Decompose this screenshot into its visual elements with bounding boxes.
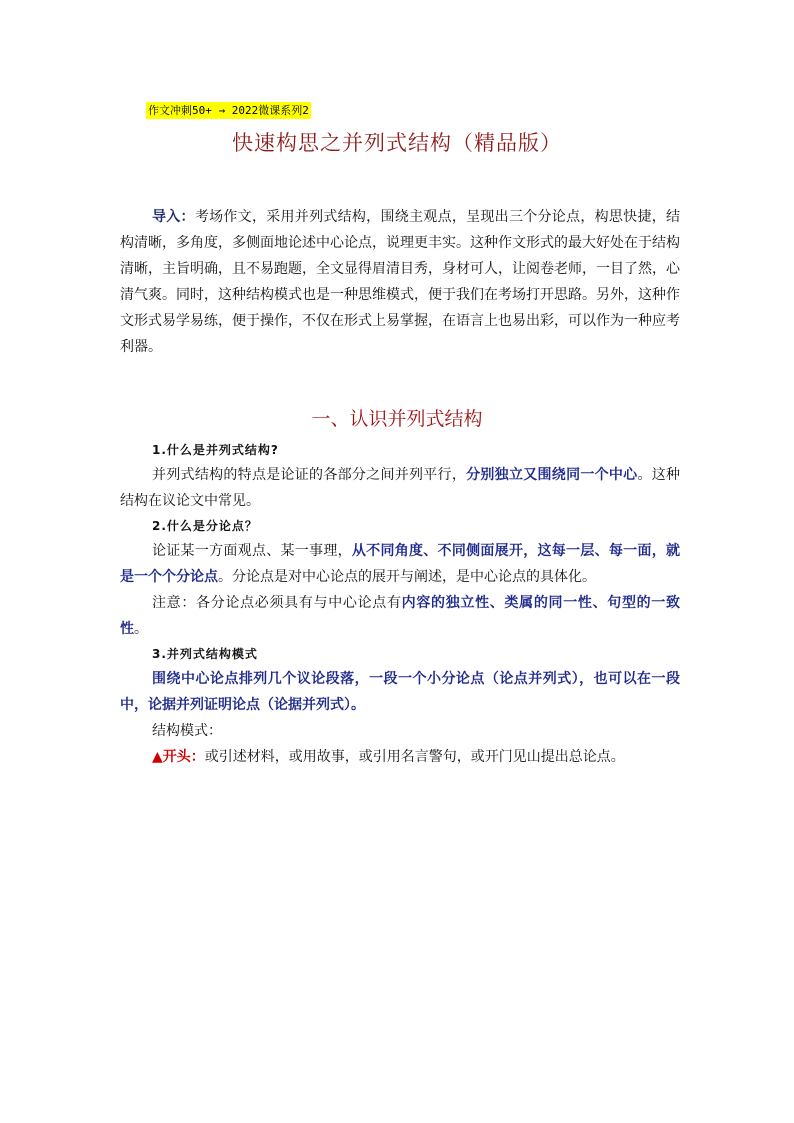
q3-text-b: 。 bbox=[351, 697, 365, 713]
question-1-paragraph bbox=[120, 462, 680, 514]
question-2-heading: 2.什么是分论点？ bbox=[152, 519, 258, 533]
question-3-paragraph bbox=[120, 666, 680, 718]
q2-text-b: 。分论点是对中心论点的展开与阐述，是中心论点的具体化。 bbox=[218, 569, 596, 585]
section-title: 一、认识并列式结构 bbox=[311, 408, 483, 430]
intro-paragraph bbox=[120, 204, 680, 360]
q2-note-b: 。 bbox=[134, 621, 148, 637]
opening-paragraph bbox=[120, 744, 680, 770]
opening-text: 或引述材料，或用故事，或引用名言警句，或开门见山提出总论点。 bbox=[204, 749, 625, 765]
question-2-paragraph bbox=[120, 538, 680, 590]
q2-text-a: 论证某一方面观点、某一事理， bbox=[152, 543, 352, 559]
question-1-heading: 1.什么是并列式结构? bbox=[152, 443, 279, 457]
section-content bbox=[120, 438, 680, 770]
q1-text-a: 并列式结构的特点是论证的各部分之间并列平行， bbox=[152, 467, 467, 483]
page-title: 快速构思之并列式结构（精品版） bbox=[232, 131, 562, 155]
intro-text: 考场作文，采用并列式结构，围绕主观点，呈现出三个分论点，构思快捷，结构清晰，多角度，多侧面地论述中心论点，说理更丰实。这种作文形式的最大好处在于结构清晰，主旨明确，且不易跑题，全文显得眉清目秀，身材可人，让阅卷老师，一目了然，心清气爽。同时，这种结构模式也是一种思维模式，便于我们在考场打开思路。另外，这种作文形式易学易练，便于操作，不仅在形式上易掌握，在语言上也易出彩，可以作为一种应考利器。 bbox=[120, 209, 681, 355]
opening-label: 开头： bbox=[162, 749, 205, 765]
question-3-heading: 3.并列式结构模式 bbox=[152, 647, 258, 661]
q2-emphasis: 从不同角度、不同侧面展开，这每一层、每一面，就是一个个分论点 bbox=[120, 543, 681, 585]
series-tag: 作文冲刺50+ → 2022微课系列2 bbox=[148, 104, 309, 117]
q3-emphasis: 围绕中心论点排列几个议论段落，一段一个小分论点（论点并列式），也可以在一段中，论据并列证明论点（论据并列式） bbox=[120, 671, 680, 713]
q2-note-a: 注意：各分论点必须具有与中心论点有 bbox=[152, 595, 402, 611]
q1-emphasis: 分别独立又围绕同一个中心 bbox=[466, 467, 638, 483]
question-2-note bbox=[120, 590, 680, 642]
q1-text-b: 。这种结构在议论文中常见。 bbox=[120, 467, 681, 509]
q2-note-emphasis: 内容的独立性、类属的同一性、句型的一致性 bbox=[120, 595, 680, 637]
intro-label: 导入： bbox=[152, 209, 195, 225]
triangle-marker-icon: ▲ bbox=[152, 749, 163, 765]
structure-mode-label: 结构模式： bbox=[152, 723, 222, 739]
